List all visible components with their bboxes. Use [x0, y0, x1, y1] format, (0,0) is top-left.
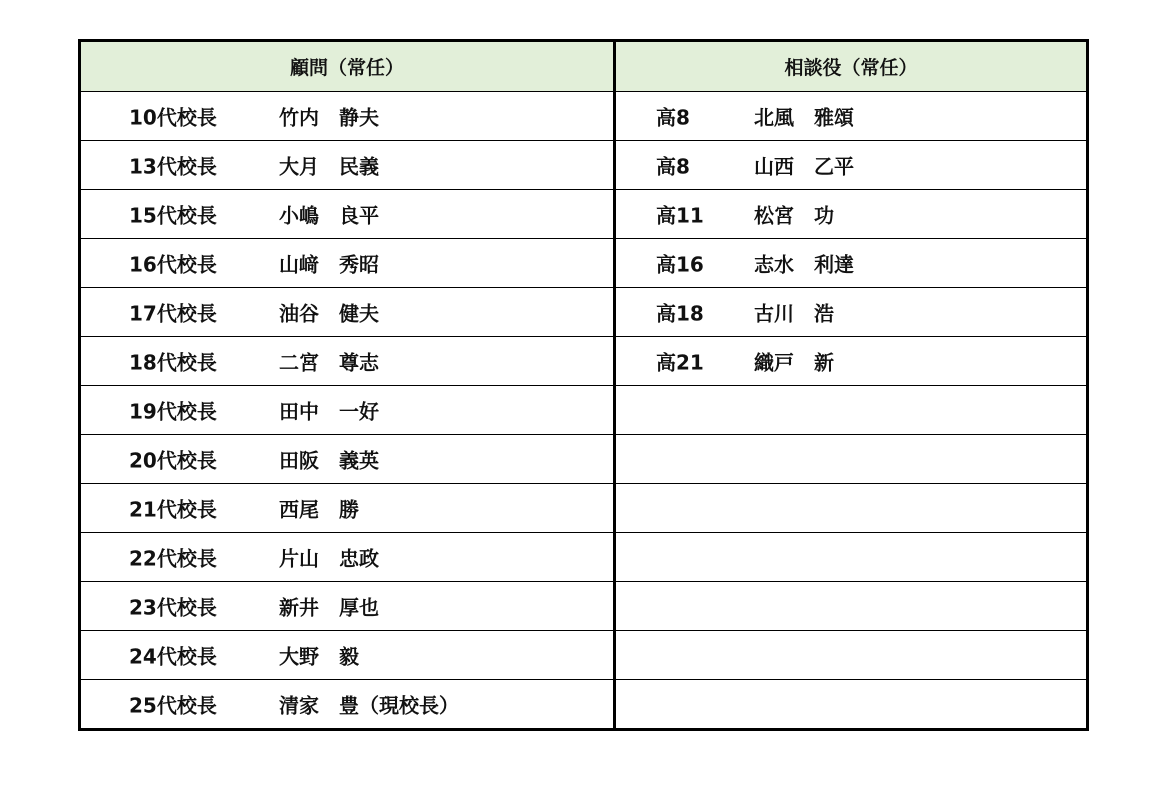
- table-row: [80, 386, 1088, 435]
- advisor-position: 15代校長: [129, 203, 217, 228]
- advisor-name: 片山 忠政: [279, 546, 379, 571]
- counselor-name: 織戸 新: [754, 350, 834, 375]
- counselor-name: 山西 乙平: [754, 154, 854, 179]
- advisor-cell: [80, 337, 615, 386]
- advisor-cell: [80, 288, 615, 337]
- counselor-cell: [615, 92, 1088, 141]
- empty-cell: [615, 680, 1088, 730]
- counselor-position: 高11: [656, 203, 704, 228]
- table-row: [80, 680, 1088, 730]
- advisor-name: 竹内 静夫: [279, 105, 379, 130]
- table-row: [80, 631, 1088, 680]
- advisor-position: 16代校長: [129, 252, 217, 277]
- empty-cell: [615, 533, 1088, 582]
- counselor-position: 高8: [656, 105, 690, 130]
- advisor-position: 22代校長: [129, 546, 217, 571]
- counselor-cell: [615, 239, 1088, 288]
- advisor-cell: [80, 631, 615, 680]
- advisor-name: 清家 豊（現校長）: [279, 693, 459, 718]
- empty-cell: [615, 582, 1088, 631]
- advisor-cell: [80, 190, 615, 239]
- counselor-position: 高21: [656, 350, 704, 375]
- advisor-name: 西尾 勝: [279, 497, 359, 522]
- advisor-position: 25代校長: [129, 693, 217, 718]
- advisor-position: 20代校長: [129, 448, 217, 473]
- counselors-header: 相談役（常任）: [615, 41, 1088, 92]
- counselor-position: 高16: [656, 252, 704, 277]
- counselor-cell: [615, 141, 1088, 190]
- advisor-name: 二宮 尊志: [279, 350, 379, 375]
- advisor-cell: [80, 92, 615, 141]
- table-row: [80, 239, 1088, 288]
- empty-cell: [615, 386, 1088, 435]
- advisor-position: 19代校長: [129, 399, 217, 424]
- advisor-name: 山﨑 秀昭: [279, 252, 379, 277]
- advisor-name: 大月 民義: [279, 154, 379, 179]
- advisor-position: 10代校長: [129, 105, 217, 130]
- counselor-name: 古川 浩: [754, 301, 834, 326]
- advisor-cell: [80, 239, 615, 288]
- advisor-cell: [80, 680, 615, 730]
- roster-table: [78, 39, 1089, 731]
- advisor-position: 21代校長: [129, 497, 217, 522]
- table-row: [80, 337, 1088, 386]
- table-row: [80, 190, 1088, 239]
- advisor-name: 油谷 健夫: [279, 301, 379, 326]
- advisor-name: 大野 毅: [279, 644, 359, 669]
- counselor-name: 志水 利達: [754, 252, 854, 277]
- table-row: [80, 141, 1088, 190]
- advisor-cell: [80, 533, 615, 582]
- counselor-cell: [615, 288, 1088, 337]
- empty-cell: [615, 484, 1088, 533]
- header-row: [80, 41, 1088, 92]
- empty-cell: [615, 631, 1088, 680]
- table-row: [80, 288, 1088, 337]
- table-row: [80, 533, 1088, 582]
- counselor-name: 松宮 功: [754, 203, 834, 228]
- advisor-cell: [80, 435, 615, 484]
- advisor-position: 24代校長: [129, 644, 217, 669]
- advisor-name: 新井 厚也: [279, 595, 379, 620]
- advisor-name: 田中 一好: [279, 399, 379, 424]
- advisor-cell: [80, 386, 615, 435]
- counselor-position: 高18: [656, 301, 704, 326]
- advisor-name: 小嶋 良平: [279, 203, 379, 228]
- empty-cell: [615, 435, 1088, 484]
- advisor-position: 23代校長: [129, 595, 217, 620]
- table-row: [80, 92, 1088, 141]
- advisor-position: 13代校長: [129, 154, 217, 179]
- advisor-cell: [80, 484, 615, 533]
- advisors-header: 顧問（常任）: [80, 41, 615, 92]
- advisor-position: 17代校長: [129, 301, 217, 326]
- counselor-cell: [615, 337, 1088, 386]
- table-row: [80, 484, 1088, 533]
- counselor-position: 高8: [656, 154, 690, 179]
- advisor-name: 田阪 義英: [279, 448, 379, 473]
- counselor-cell: [615, 190, 1088, 239]
- advisor-cell: [80, 141, 615, 190]
- table-row: [80, 582, 1088, 631]
- advisor-cell: [80, 582, 615, 631]
- table-row: [80, 435, 1088, 484]
- counselor-name: 北風 雅頌: [754, 105, 854, 130]
- advisor-position: 18代校長: [129, 350, 217, 375]
